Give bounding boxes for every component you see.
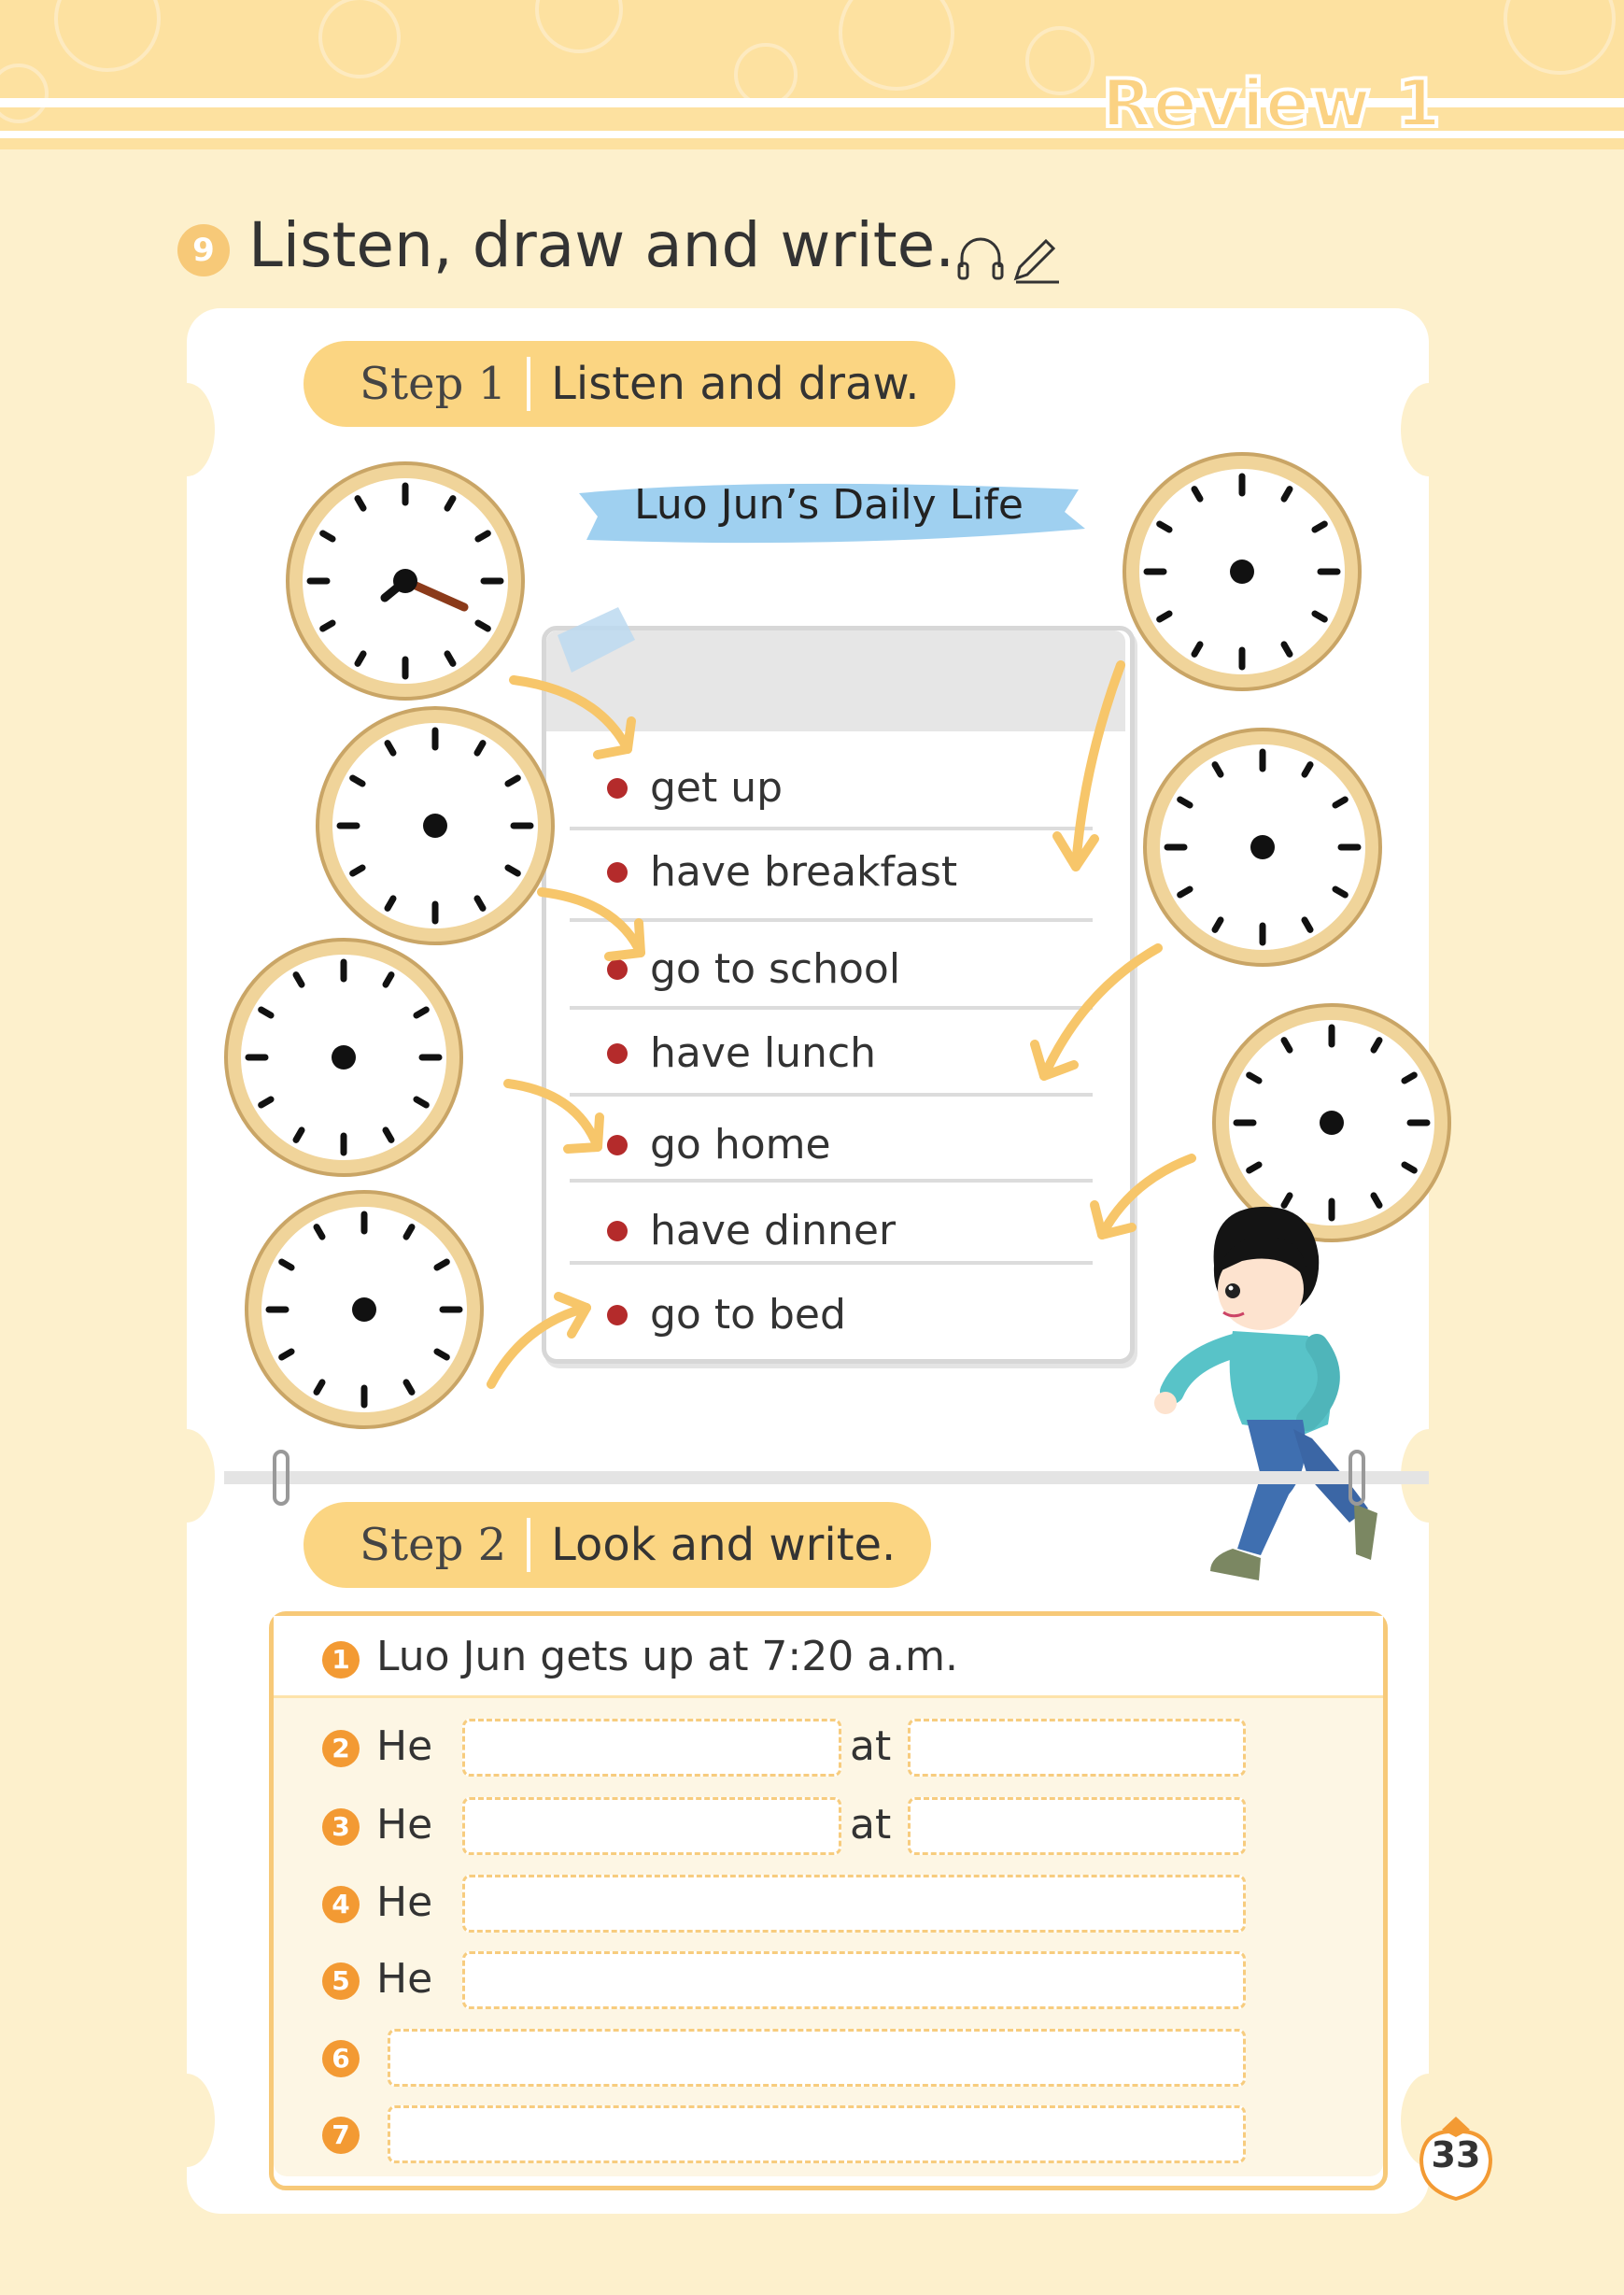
bullet-icon	[607, 862, 628, 883]
number-badge: 7	[322, 2117, 360, 2154]
exercise-title: Listen, draw and write.	[248, 209, 955, 281]
example-sentence: Luo Jun gets up at 7:20 a.m.	[376, 1633, 959, 1680]
activity-item	[607, 945, 900, 993]
number-badge: 3	[322, 1808, 360, 1846]
answer-blank-line[interactable]	[462, 1875, 1246, 1933]
activity-item	[607, 1207, 896, 1254]
answer-blank-time[interactable]	[908, 1797, 1246, 1855]
activity-label: go to bed	[650, 1291, 846, 1339]
number-badge: 6	[322, 2040, 360, 2077]
activity-item	[607, 848, 957, 896]
clock-icon[interactable]	[1119, 448, 1365, 695]
activity-label: have breakfast	[650, 848, 958, 896]
activity-label: have dinner	[650, 1207, 897, 1254]
activity-label: get up	[650, 764, 784, 812]
activity-item	[607, 764, 783, 812]
number-badge: 5	[322, 1962, 360, 2000]
clock-icon[interactable]	[312, 702, 558, 949]
bullet-icon	[607, 1221, 628, 1241]
sentence-subject: He	[376, 1878, 433, 1926]
bullet-icon	[607, 778, 628, 799]
answer-blank-line[interactable]	[388, 2105, 1246, 2163]
sentence-connector: at	[850, 1801, 892, 1849]
activity-label: have lunch	[650, 1029, 877, 1077]
answer-blank-activity[interactable]	[462, 1719, 841, 1777]
step2-label: Step 2	[360, 1519, 507, 1571]
answer-blank-activity[interactable]	[462, 1797, 841, 1855]
ring-binder-icon	[269, 1448, 293, 1508]
headphones-icon	[959, 239, 1002, 278]
sentence-subject: He	[376, 1722, 433, 1770]
step2-pill	[304, 1502, 931, 1588]
exercise-icons	[954, 234, 1066, 286]
activity-label: go to school	[650, 945, 901, 993]
number-badge: 2	[322, 1730, 360, 1767]
clock-icon[interactable]	[220, 934, 467, 1181]
clock-icon[interactable]	[1139, 724, 1386, 970]
activity-item	[607, 1121, 831, 1169]
clock-icon[interactable]	[282, 458, 529, 704]
step1-instruction: Listen and draw.	[551, 358, 920, 410]
ring-binder-icon	[1345, 1448, 1369, 1508]
section-title: Review 1	[1101, 65, 1442, 142]
sentence-subject: He	[376, 1955, 433, 2003]
sentence-subject: He	[376, 1801, 433, 1849]
bullet-icon	[607, 1135, 628, 1155]
list-title: Luo Jun’s Daily Life	[634, 481, 1024, 529]
bullet-icon	[607, 959, 628, 980]
step1-pill	[304, 341, 955, 427]
step1-label: Step 1	[360, 358, 507, 410]
activity-item	[607, 1291, 846, 1339]
exercise-number-badge: 9	[177, 224, 230, 276]
number-badge: 4	[322, 1886, 360, 1923]
sentence-connector: at	[850, 1722, 892, 1770]
bullet-icon	[607, 1043, 628, 1064]
boy-running-illustration	[1121, 1196, 1401, 1607]
answer-blank-line[interactable]	[462, 1951, 1246, 2009]
bullet-icon	[607, 1305, 628, 1325]
number-badge: 1	[322, 1641, 360, 1679]
clock-icon[interactable]	[241, 1186, 487, 1433]
tape-decoration	[553, 607, 637, 682]
header-band	[0, 0, 1624, 149]
activity-label: go home	[650, 1121, 831, 1169]
pencil-icon	[1016, 241, 1059, 282]
step2-instruction: Look and write.	[551, 1519, 897, 1571]
page-number: 33	[1431, 2134, 1481, 2175]
activity-item	[607, 1029, 876, 1077]
answer-blank-time[interactable]	[908, 1719, 1246, 1777]
answer-blank-line[interactable]	[388, 2029, 1246, 2087]
section-divider	[224, 1471, 1429, 1484]
